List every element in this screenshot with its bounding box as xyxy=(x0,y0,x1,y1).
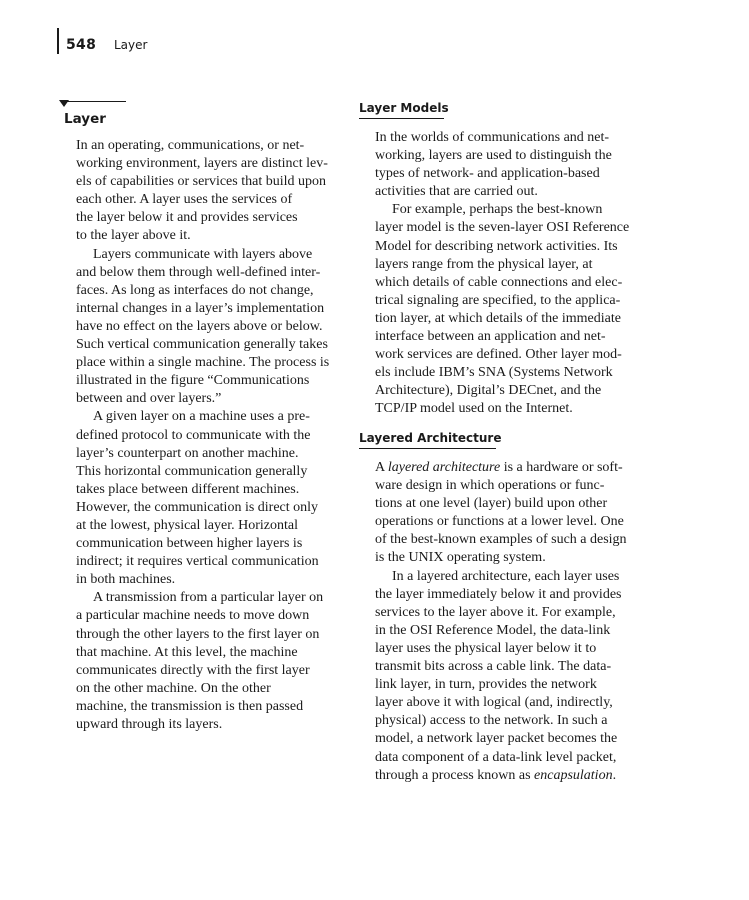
text-line: trical signaling are specified, to the applica- xyxy=(375,292,621,308)
text-line: is the UNIX operating system. xyxy=(375,550,546,566)
text-line: layer above it with logical (and, indirectly, xyxy=(375,695,613,711)
text-run: through a process known as xyxy=(375,767,535,783)
text-line: illustrated in the figure “Communications xyxy=(76,373,310,389)
text-line: place within a single machine. The process is xyxy=(76,355,330,371)
page-number: 548 xyxy=(66,37,97,53)
text-line: activities that are carried out. xyxy=(375,184,538,200)
section-rule-layer-models xyxy=(359,118,444,119)
text-line: TCP/IP model used on the Internet. xyxy=(375,401,573,417)
text-line: link layer, in turn, provides the network xyxy=(375,677,597,693)
text-line: which details of cable connections and elec- xyxy=(375,274,623,290)
text-line: working, layers are used to distinguish the xyxy=(375,148,612,164)
section-body-layered-architecture xyxy=(375,459,637,785)
text-line: A transmission from a particular layer on xyxy=(93,590,324,606)
text-line xyxy=(375,767,637,785)
entry-body xyxy=(76,137,342,734)
text-line: data component of a data-link level packet, xyxy=(375,749,617,765)
running-head: Layer xyxy=(114,38,148,52)
text-line: the layer below it and provides services xyxy=(76,210,298,226)
text-line: the layer immediately below it and provides xyxy=(375,586,622,602)
section-body-layer-models xyxy=(375,129,637,419)
text-line: layer model is the seven-layer OSI Reference xyxy=(375,220,630,236)
emphasized-term: layered architecture xyxy=(387,460,501,475)
text-line: at the lowest, physical layer. Horizontal xyxy=(76,517,298,533)
text-line: els of capabilities or services that build upon xyxy=(76,174,326,190)
text-line: However, the communication is direct only xyxy=(76,499,319,515)
text-line: and below them through well-defined inter- xyxy=(76,264,321,280)
text-line: layer’s counterpart on another machine. xyxy=(76,445,299,461)
text-line: internal changes in a layer’s implementation xyxy=(76,300,325,316)
text-line: This horizontal communication generally xyxy=(76,463,308,479)
text-line: tion layer, at which details of the immediate xyxy=(375,310,621,326)
text-line: defined protocol to communicate with the xyxy=(76,427,311,443)
text-line: on the other machine. On the other xyxy=(76,680,271,696)
text-line: layers range from the physical layer, at xyxy=(375,256,593,272)
text-line: have no effect on the layers above or below. xyxy=(76,318,323,334)
text-line: types of network- and application-based xyxy=(375,166,600,182)
text-line: communication between higher layers is xyxy=(76,536,303,552)
text-line: Layers communicate with layers above xyxy=(93,246,313,262)
text-line: each other. A layer uses the services of xyxy=(76,192,293,208)
text-line: interface between an application and net- xyxy=(375,329,606,345)
text-line: that machine. At this level, the machine xyxy=(76,644,298,660)
text-line: services to the layer above it. For example, xyxy=(375,604,616,620)
emphasized-term: encapsulation xyxy=(534,767,613,783)
text-line: transmit bits across a cable link. The data- xyxy=(375,659,612,675)
text-line: For example, perhaps the best-known xyxy=(392,202,603,218)
text-line: operations or functions at a lower level. One xyxy=(375,514,624,530)
text-line: work services are defined. Other layer mod- xyxy=(375,347,622,363)
text-line: machine, the transmission is then passed xyxy=(76,698,304,714)
text-line: model, a network layer packet becomes the xyxy=(375,731,618,747)
text-line: A given layer on a machine uses a pre- xyxy=(93,409,310,425)
text-line: layer uses the physical layer below it to xyxy=(375,640,597,656)
text-run: A xyxy=(375,460,388,475)
text-line: in both machines. xyxy=(76,572,176,588)
text-line xyxy=(375,459,637,477)
text-line: of the best-known examples of such a design xyxy=(375,532,627,548)
text-run: . xyxy=(612,767,617,783)
text-line: to the layer above it. xyxy=(76,228,191,244)
text-line: ware design in which operations or func- xyxy=(375,478,605,494)
text-line: Architecture), Digital’s DECnet, and the xyxy=(375,383,602,399)
text-line: Such vertical communication generally takes xyxy=(76,337,328,353)
section-rule-layered-architecture xyxy=(359,448,496,449)
text-line: working environment, layers are distinct lev- xyxy=(76,156,328,172)
text-line: in the OSI Reference Model, the data-link xyxy=(375,622,611,638)
text-line: through the other layers to the first layer on xyxy=(76,626,320,642)
text-line: In a layered architecture, each layer uses xyxy=(392,568,620,584)
text-line: Model for describing network activities. Its xyxy=(375,238,618,254)
text-line: els include IBM’s SNA (Systems Network xyxy=(375,365,613,381)
text-line: tions at one level (layer) build upon other xyxy=(375,496,608,512)
section-heading-layer-models: Layer Models xyxy=(359,101,449,115)
header-bar xyxy=(57,28,59,54)
entry-title: Layer xyxy=(64,111,106,127)
text-run: is a hardware or soft- xyxy=(500,460,623,475)
entry-marker-rule xyxy=(64,101,126,102)
text-line: In the worlds of communications and net- xyxy=(375,130,610,145)
text-line: communicates directly with the first layer xyxy=(76,662,310,678)
text-line: indirect; it requires vertical communication xyxy=(76,554,319,570)
text-line: In an operating, communications, or net- xyxy=(76,138,305,153)
text-line: between and over layers.” xyxy=(76,391,222,407)
text-line: takes place between different machines. xyxy=(76,481,300,497)
section-heading-layered-architecture: Layered Architecture xyxy=(359,431,502,445)
text-line: upward through its layers. xyxy=(76,717,223,732)
text-line: physical) access to the network. In such a xyxy=(375,713,608,729)
text-line: faces. As long as interfaces do not change, xyxy=(76,282,314,298)
text-line: a particular machine needs to move down xyxy=(76,608,310,624)
